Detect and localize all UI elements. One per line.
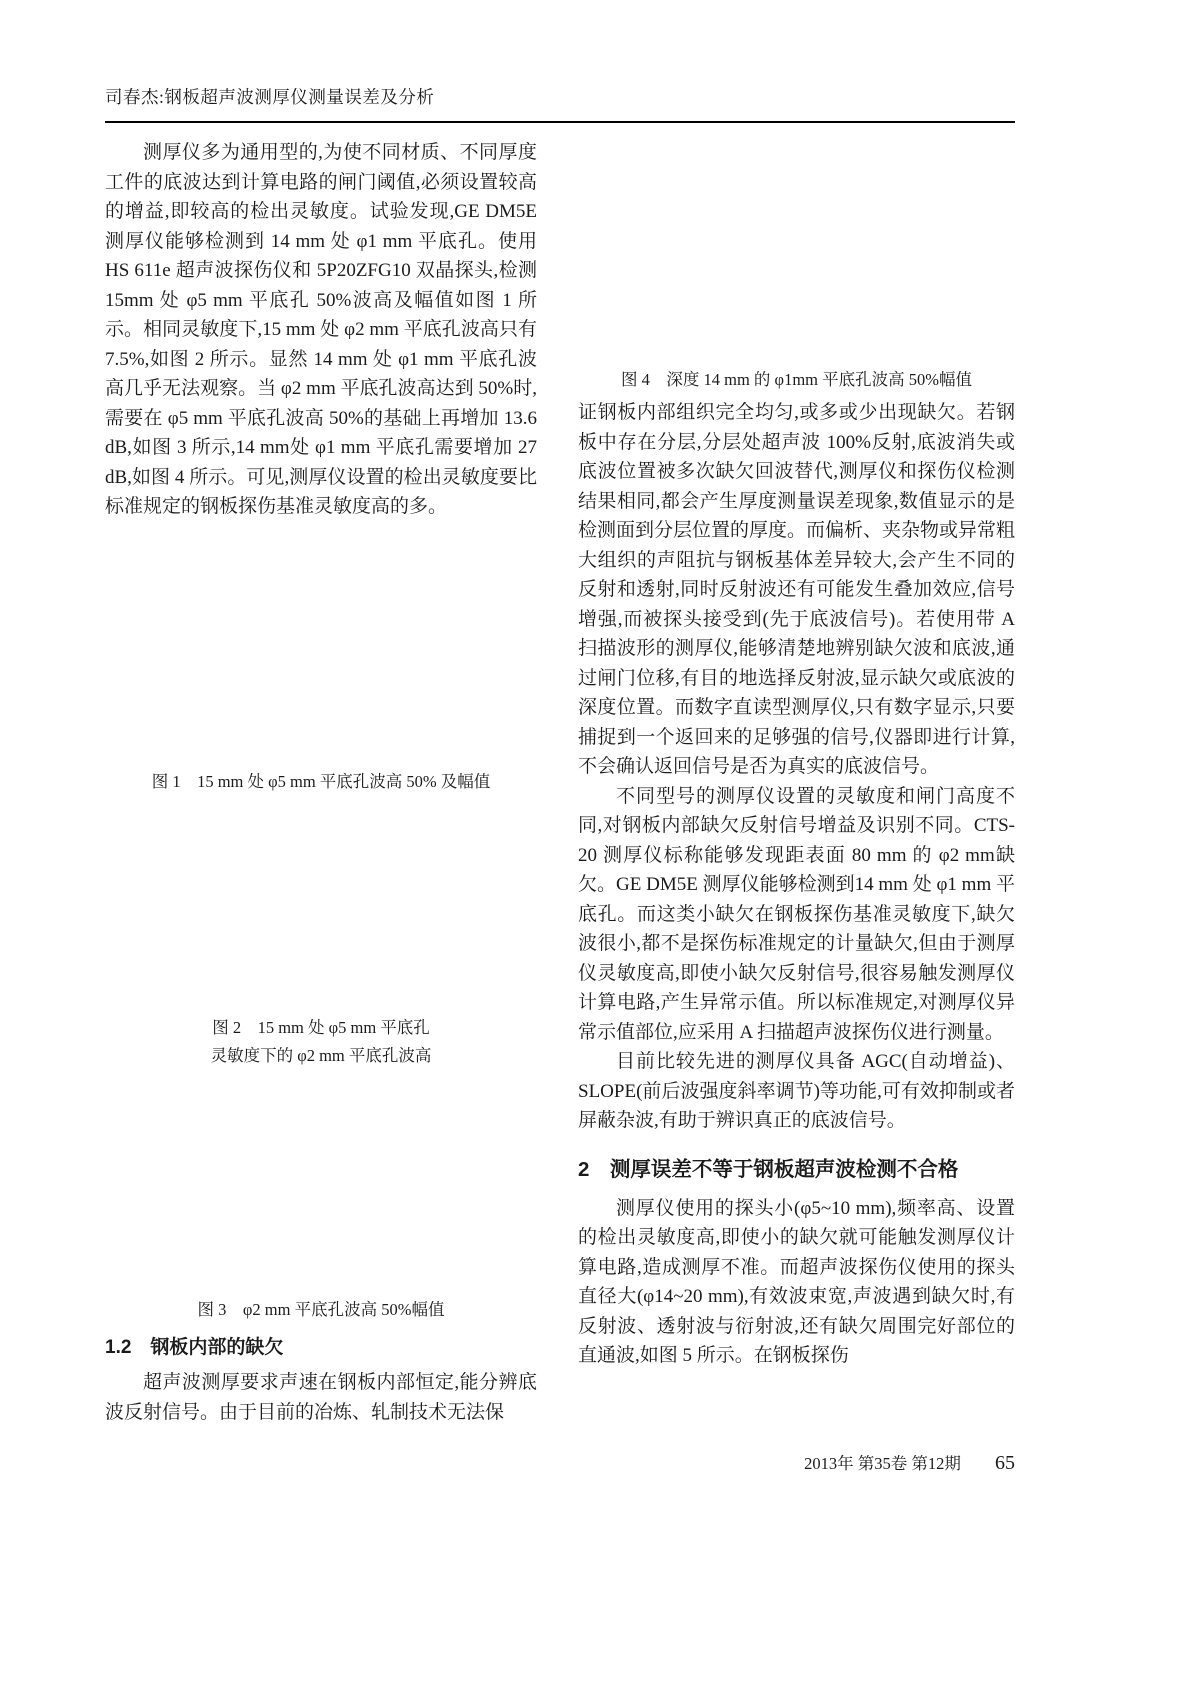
figure-2-caption-line-2: 灵敏度下的 φ2 mm 平底孔波高 xyxy=(210,1046,432,1065)
figure-1-image-area xyxy=(105,560,537,760)
figure-2-image-area xyxy=(105,805,537,1005)
right-column xyxy=(578,398,1015,1371)
figure-2-caption-line-1: 图 2 15 mm 处 φ5 mm 平底孔 xyxy=(212,1018,430,1037)
section-2-heading: 2 测厚误差不等于钢板超声波检测不合格 xyxy=(578,1157,959,1181)
journal-info: 2013年 第35卷 第12期 xyxy=(804,1454,961,1473)
figure-3-image-area xyxy=(105,1080,537,1285)
body-paragraph: 证钢板内部组织完全均匀,或多或少出现缺欠。若钢板中存在分层,分层处超声波 100%反射,底波消失或底波位置被多次缺欠回波替代,测厚仪和探伤仪检测结果相同,都会产生厚度测量误差现象,数值显示的是检测面到分层位置的厚度。而偏析、夹杂物或异常粗大组织的声阻抗与钢板基体差异较大,会产生不同的反射和透射,同时反射波还有可能发生叠加效应,信号增强,而被探头接受到(先于底波信号)。若使用带 A 扫描波形的测厚仪,能够清楚地辨别缺欠波和底波,通过闸门位移,有目的地选择反射波,显示缺欠或底波的深度位置。而数字直读型测厚仪,只有数字显示,只要捕捉到一个返回来的足够强的信号,仪器即进行计算,不会确认返回信号是否为真实的底波信号。 xyxy=(578,402,1016,777)
body-paragraph: 不同型号的测厚仪设置的灵敏度和闸门高度不同,对钢板内部缺欠反射信号增益及识别不同。CTS-20 测厚仪标称能够发现距表面 80 mm 的 φ2 mm缺欠。GE DM5E 测厚仪能够检测到14 mm 处 φ1 mm 平底孔。而这类小缺欠在钢板探伤基准灵敏度下,缺欠波很小,都不是探伤标准规定的计量缺欠,但由于测厚仪灵敏度高,即使小缺欠反射信号,很容易触发测厚仪计算电路,产生异常示值。所以标准规定,对测厚仪异常示值部位,应采用 A 扫描超声波探伤仪进行测量。 xyxy=(578,785,1015,1043)
page-number: 65 xyxy=(995,1452,1015,1474)
figure-2-caption xyxy=(105,1014,537,1070)
running-header: 司春杰:钢板超声波测厚仪测量误差及分析 xyxy=(105,87,435,107)
body-paragraph: 超声波测厚要求声速在钢板内部恒定,能分辨底波反射信号。由于目前的冶炼、轧制技术无法保 xyxy=(105,1372,537,1423)
left-column xyxy=(105,138,537,522)
body-paragraph: 目前比较先进的测厚仪具备 AGC(自动增益)、SLOPE(前后波强度斜率调节)等功能,可有效抑制或者屏蔽杂波,有助于辨识真正的底波信号。 xyxy=(578,1051,1015,1131)
figure-4-caption: 图 4 深度 14 mm 的 φ1mm 平底孔波高 50%幅值 xyxy=(621,370,972,389)
section-1-2-heading: 1.2 钢板内部的缺欠 xyxy=(105,1337,284,1358)
figure-4-image-area xyxy=(578,140,1015,355)
figure-1-caption: 图 1 15 mm 处 φ5 mm 平底孔波高 50% 及幅值 xyxy=(151,772,491,791)
left-column-bottom xyxy=(105,1368,537,1427)
page-footer xyxy=(578,1450,1015,1475)
body-paragraph: 测厚仪多为通用型的,为使不同材质、不同厚度工件的底波达到计算电路的闸门阈值,必须设置较高的增益,即较高的检出灵敏度。试验发现,GE DM5E测厚仪能够检测到 14 mm 处 φ1 mm 平底孔。使用 HS 611e 超声波探伤仪和 5P20ZFG10 双晶探头,检测 15mm 处 φ5 mm 平底孔 50%波高及幅值如图 1 所示。相同灵敏度下,15 mm 处 φ2 mm 平底孔波高只有 7.5%,如图 2 所示。显然 14 mm 处 φ1 mm 平底孔波高几乎无法观察。当 φ2 mm 平底孔波高达到 50%时,需要在 φ5 mm 平底孔波高 50%的基础上再增加 13.6 dB,如图 3 所示,14 mm处 φ1 mm 平底孔需要增加 27 dB,如图 4 所示。可见,测厚仪设置的检出灵敏度要比标准规定的钢板探伤基准灵敏度高的多。 xyxy=(105,142,537,517)
body-paragraph: 测厚仪使用的探头小(φ5~10 mm),频率高、设置的检出灵敏度高,即使小的缺欠就可能触发测厚仪计算电路,造成测厚不准。而超声波探伤仪使用的探头直径大(φ14~20 mm),有效波束宽,声波遇到缺欠时,有反射波、透射波与衍射波,还有缺欠周围完好部位的直通波,如图 5 所示。在钢板探伤 xyxy=(578,1197,1015,1366)
figure-3-caption: 图 3 φ2 mm 平底孔波高 50%幅值 xyxy=(197,1300,445,1319)
header-rule xyxy=(105,121,1015,123)
